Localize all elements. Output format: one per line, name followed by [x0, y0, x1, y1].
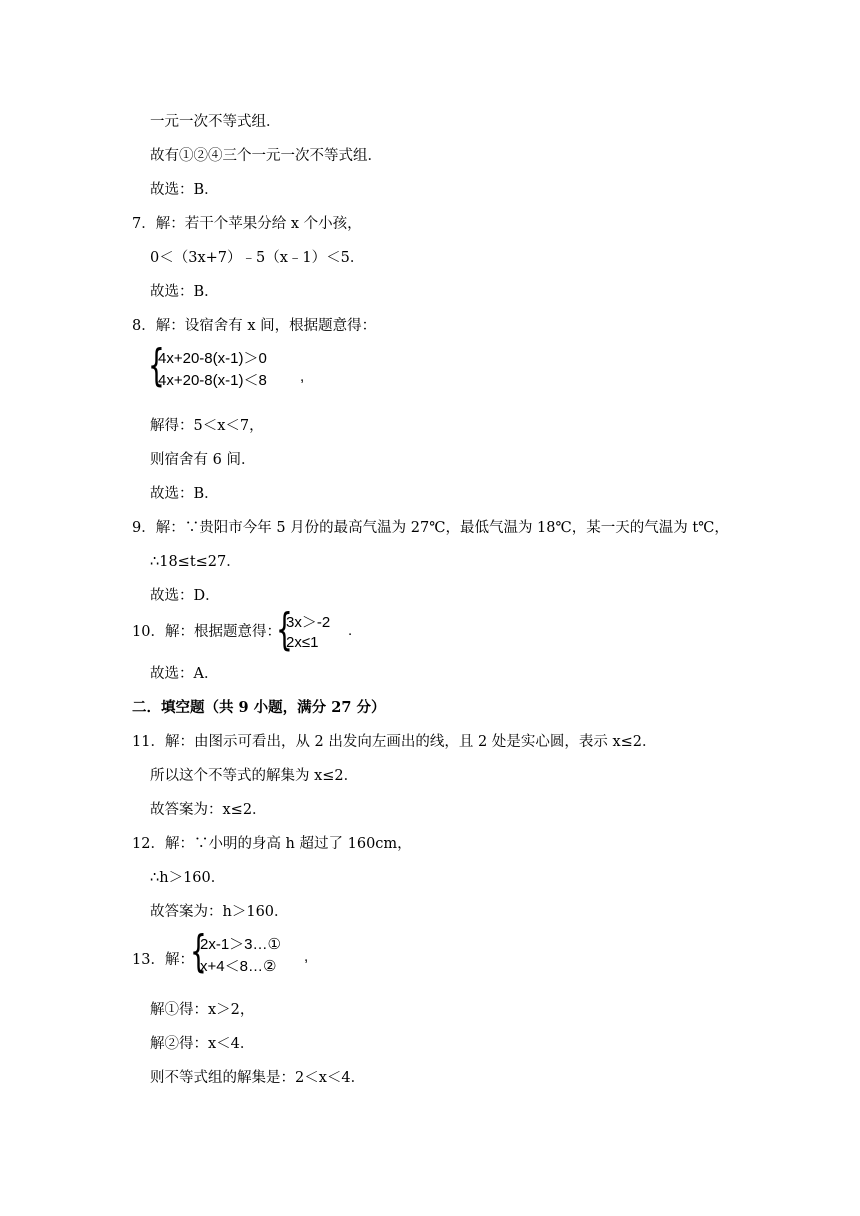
question-13: 13．解： — [132, 952, 194, 968]
punctuation: , — [304, 948, 309, 965]
text-line: 一元一次不等式组． — [150, 114, 281, 130]
brace-icon: { — [148, 340, 165, 391]
text-line: 故答案为：x≤2． — [150, 802, 267, 818]
text-line: 0＜（3x+7）﹣5（x﹣1）＜5． — [150, 250, 365, 266]
text-line: 解得：5＜x＜7， — [150, 418, 264, 434]
equation-row: x+4＜8…② — [200, 958, 277, 975]
text-line: 故选：B． — [150, 182, 219, 198]
equation-system-q13 — [190, 926, 330, 982]
question-12: 12．解：∵小明的身高 h 超过了 160cm， — [132, 836, 412, 852]
question-7: 7．解：若干个苹果分给 x 个小孩， — [132, 216, 362, 232]
text-line: 故答案为：h＞160． — [150, 904, 289, 920]
equation-row: 4x+20-8(x-1)＜8 — [158, 372, 267, 389]
equation-system-q10 — [276, 604, 366, 658]
text-line: 所以这个不等式的解集为 x≤2． — [150, 768, 359, 784]
punctuation: , — [300, 368, 305, 385]
text-line: 故选：B． — [150, 486, 219, 502]
equation-row: 3x＞-2 — [286, 614, 331, 631]
text-line: 解①得：x＞2， — [150, 1002, 255, 1018]
equation-row: 2x-1＞3…① — [200, 936, 281, 953]
question-11: 11．解：由图示可看出，从 2 出发向左画出的线，且 2 处是实心圆，表示 x≤2． — [132, 734, 657, 750]
brace-icon: { — [190, 926, 207, 977]
text-line: ∴18≤t≤27． — [150, 554, 241, 570]
equation-row: 4x+20-8(x-1)＞0 — [158, 350, 267, 367]
text-line: 故有①②④三个一元一次不等式组． — [150, 148, 382, 164]
text-line: 故选：D． — [150, 588, 220, 604]
question-8: 8．解：设宿舍有 x 间，根据题意得： — [132, 318, 377, 334]
text-line: 则宿舍有 6 间． — [150, 452, 256, 468]
text-line: ∴h＞160． — [150, 870, 226, 886]
section-heading: 二．填空题（共 9 小题，满分 27 分） — [132, 699, 386, 716]
text-line: 解②得：x＜4． — [150, 1036, 255, 1052]
brace-icon: { — [276, 604, 293, 655]
text-line: 故选：B． — [150, 284, 219, 300]
text-line: 则不等式组的解集是：2＜x＜4． — [150, 1070, 366, 1086]
equation-system-q8 — [148, 340, 318, 398]
question-10: 10．解：根据题意得： — [132, 624, 281, 640]
equation-row: 2x≤1 — [286, 634, 319, 651]
text-line: 故选：A． — [150, 666, 219, 682]
punctuation: . — [348, 622, 353, 639]
question-9: 9．解：∵贵阳市今年 5 月份的最高气温为 27℃，最低气温为 18℃，某一天的气温为 t℃， — [132, 520, 729, 536]
